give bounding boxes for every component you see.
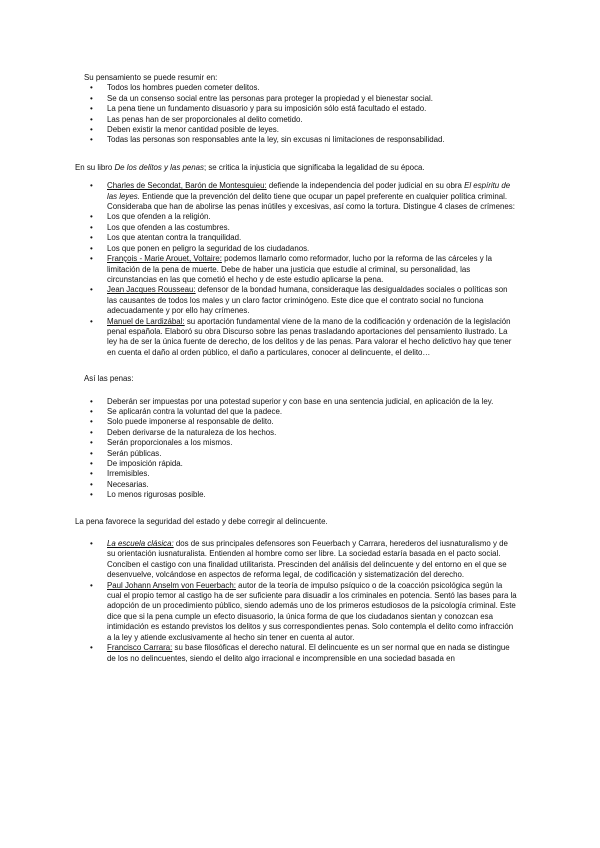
author-text: defiende la independencia del poder judicial en su obra	[266, 181, 465, 191]
list-item: • Serán públicas.	[75, 449, 518, 459]
book-paragraph	[75, 163, 518, 173]
list-item	[75, 317, 518, 359]
list-item: • La pena tiene un fundamento disuasorio y para su imposición sólo está facultado el estado.	[75, 104, 518, 114]
list-item: • De imposición rápida.	[75, 459, 518, 469]
author-text: defensor de la bondad humana, consideraque las desigualdades sociales o políticas son las causantes de todos los males y un claro factor criminógeno. Este dice que el contrato social no funciona adecuadamente y por ello hay crímenes.	[107, 285, 508, 316]
list-item: • Necesarias.	[75, 480, 518, 490]
list-item: • Irremisibles.	[75, 469, 518, 479]
author-name: Francisco Carrara:	[107, 643, 173, 653]
list-item: • Las penas han de ser proporcionales al delito cometido.	[75, 115, 518, 125]
book-title: De los delitos y las penas	[114, 162, 204, 172]
author-name: Paul Johann Anselm von Feuerbach:	[107, 580, 236, 590]
list-item: • Lo menos rigurosas posible.	[75, 490, 518, 500]
list-item: • Los que ofenden a la religión.	[75, 212, 518, 222]
list-item: • Los que atentan contra la tranquilidad.	[75, 233, 518, 243]
list-item: • Deben existir la menor cantidad posible de leyes.	[75, 125, 518, 135]
list-item	[75, 643, 518, 664]
pena-paragraph: La pena favorece la seguridad del estado y debe corregir al delincuente.	[75, 516, 328, 526]
work-title: El espíritu de las leyes.	[107, 181, 511, 201]
list-item: • Los que ofenden a las costumbres.	[75, 223, 518, 233]
list-item: • Se da un consenso social entre las personas para proteger la propiedad y el bienestar social.	[75, 94, 518, 104]
book-text-pre: En su libro	[75, 162, 115, 172]
school-text: dos de sus principales defensores son Feuerbach y Carrara, herederos del iusnaturalismo y de su orientación iusnaturalista. Entienden al hombre como ser libre. La sociedad estaría basada en el pacto social. Conciben el castigo con una finalidad utilitarista. Prescinden del análisis del delincuente y del entorno en el que se desenvuelve, volcándose en aspectos de reforma legal, de codificación y sistematización del derecho.	[107, 539, 508, 580]
author-text: su base filosóficas el derecho natural. El delincuente es un ser normal que en nada se distingue de los no delincuentes, siendo el delito algo irracional e incomprensible en una sociedad basada en	[107, 643, 510, 663]
list-item: • Todos los hombres pueden cometer delitos.	[75, 83, 518, 93]
summary-list	[75, 83, 518, 145]
authors-list	[75, 181, 518, 358]
author-name: François - Marie Arouet, Voltaire:	[107, 254, 222, 264]
book-text-post: ; se critica la injusticia que significaba la legalidad de su época.	[203, 162, 425, 172]
author-name: Manuel de Lardizábal:	[107, 316, 185, 326]
list-item: • Se aplicarán contra la voluntad del que la padece.	[75, 407, 518, 417]
author-name: Charles de Secondat, Barón de Montesquieu:	[107, 181, 267, 191]
author-text: autor de la teoría de impulso psíquico o de la coacción psicológica según la cual el propio temor al castigo ha de ser suficiente para disuadir a los criminales en potencia. Sentó las bases para la adopción de un procedimiento público, siendo además uno de los primeros estudiosos de la psicología criminal. Este dice que si la pena cumple un efecto disuasorio, la única forma de que los ciudadanos sientan y conozcan esa intimidación es estando previstos los delitos y sus correspondientes penas. Solo contempla el delito como infracción a la ley y atiende exclusivamente al hecho sin tener en cuenta al autor.	[107, 580, 517, 642]
list-item: • Deben derivarse de la naturaleza de los hechos.	[75, 428, 518, 438]
author-text: Entiende que la prevención del delito tiene que ocupar un papel preferente en cualquier política criminal. Consideraba que han de abolirse las penas inútiles y excesivas, así como la tortura. Distingue 4 clases de crímenes:	[107, 191, 515, 212]
list-item	[75, 285, 518, 316]
list-item	[75, 581, 518, 643]
penas-list	[75, 397, 518, 501]
author-text: su aportación fundamental viene de la mano de la codificación y ordenación de la legislación penal española. Elaboró su obra Discurso sobre las penas trasladando aportaciones del pensamiento ilustrado. La ley ha de ser la única fuente de derecho, de los delitos y de las penas. Para valorar el hecho delictivo hay que tener en cuenta el daño al orden público, el daño a particulares, conocer al delincuente, el delito…	[107, 316, 512, 357]
list-item: • Todas las personas son responsables ante la ley, sin excusas ni limitaciones de responsabilidad.	[75, 135, 518, 145]
list-item	[75, 539, 518, 581]
list-item: • Deberán ser impuestas por una potestad superior y con base en una sentencia judicial, en aplicación de la ley.	[75, 397, 518, 407]
list-item	[75, 254, 518, 285]
list-item: • Serán proporcionales a los mismos.	[75, 438, 518, 448]
list-item: • Los que ponen en peligro la seguridad de los ciudadanos.	[75, 244, 518, 254]
penas-intro: Así las penas:	[84, 374, 134, 384]
list-item: • Solo puede imponerse al responsable de delito.	[75, 417, 518, 427]
list-item	[75, 181, 518, 212]
intro-text: Su pensamiento se puede resumir en:	[84, 73, 218, 82]
author-name: Jean Jacques Rousseau:	[107, 285, 196, 295]
schools-list	[75, 539, 518, 664]
school-name: La escuela clásica:	[107, 539, 174, 549]
author-text: podemos llamarlo como reformador, lucho por la reforma de las cárceles y la limitación de la pena de muerte. Debe de haber una justicia que estudie al criminal, su personalidad, las circunstancias en las que cometió el hecho y de este estudio aplicarse la pena.	[107, 254, 493, 284]
